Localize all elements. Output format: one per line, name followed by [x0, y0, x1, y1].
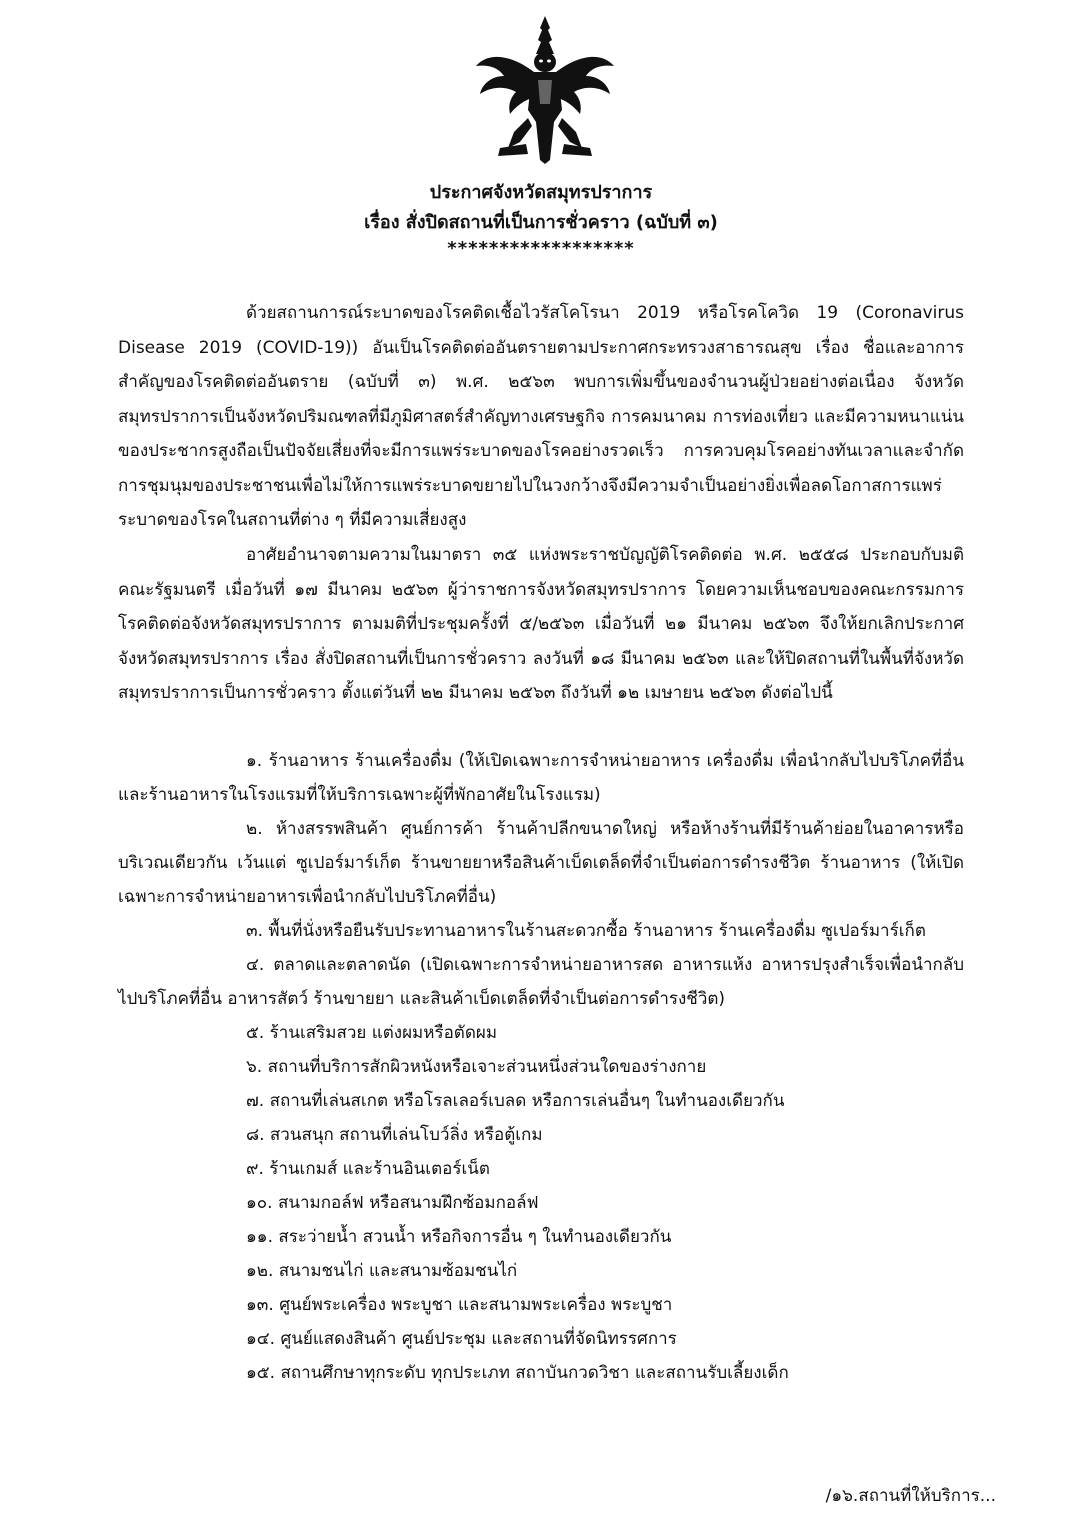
- list-item: ๖. สถานที่บริการสักผิวหนังหรือเจาะส่วนหนึ่งส่วนใดของร่างกาย: [246, 1057, 707, 1077]
- separator: ******************: [447, 238, 635, 259]
- list-item: ๑๓. ศูนย์พระเครื่อง พระบูชา และสนามพระเครื่อง พระบูชา: [246, 1295, 673, 1315]
- list-item: ๓. พื้นที่นั่งหรือยืนรับประทานอาหารในร้านสะดวกซื้อ ร้านอาหาร ร้านเครื่องดื่ม ซูเปอร์มาร์เก็ต: [246, 921, 926, 941]
- paragraph-context: ด้วยสถานการณ์ระบาดของโรคติดเชื้อไวรัสโคโรนา 2019 หรือโรคโควิด 19 (Coronavirus Disease 2019 (COVID-19)) อันเป็นโรคติดต่ออันตรายตามประกาศกระทรวงสาธารณสุข เรื่อง ชื่อและอาการสำคัญของโรคติดต่ออันตราย (ฉบับที่ ๓) พ.ศ. ๒๕๖๓ พบการเพิ่มขึ้นของจำนวนผู้ป่วยอย่างต่อเนื่อง จังหวัดสมุทรปราการเป็นจังหวัดปริมณฑลที่มีภูมิศาสตร์สำคัญทางเศรษฐกิจ การคมนาคม การท่องเที่ยว และมีความหนาแน่นของประชากรสูงถือเป็นปัจจัยเสี่ยงที่จะมีการแพร่ระบาดของโรคอย่างรวดเร็ว การควบคุมโรคอย่างทันเวลาและจำกัดการชุมนุมของประชาชนเพื่อไม่ให้การแพร่ระบาดขยายไปในวงกว้างจึงมีความจำเป็นอย่างยิ่งเพื่อลดโอกาสการแพร่ระบาดของโรคในสถานที่ต่าง ๆ ที่มีความเสี่ยงสูง: [118, 303, 964, 530]
- subject-line: เรื่อง สั่งปิดสถานที่เป็นการชั่วคราว (ฉบับที่ ๓): [364, 212, 718, 233]
- list-item: ๑. ร้านอาหาร ร้านเครื่องดื่ม (ให้เปิดเฉพาะการจำหน่ายอาหาร เครื่องดื่ม เพื่อนำกลับไปบริโภคที่อื่น และร้านอาหารในโรงแรมที่ให้บริการเฉพาะผู้ที่พักอาศัยในโรงแรม): [118, 751, 964, 805]
- title-block: [0, 178, 1082, 260]
- page-title: ประกาศจังหวัดสมุทรปราการ: [429, 182, 653, 203]
- list-item: ๙. ร้านเกมส์ และร้านอินเตอร์เน็ต: [246, 1159, 490, 1179]
- list-item: ๗. สถานที่เล่นสเกต หรือโรลเลอร์เบลด หรือการเล่นอื่นๆ ในทำนองเดียวกัน: [246, 1091, 785, 1111]
- garuda-emblem-icon: [470, 14, 620, 164]
- list-item: ๑๒. สนามชนไก่ และสนามซ้อมชนไก่: [246, 1261, 518, 1281]
- list-item: ๑๐. สนามกอล์ฟ หรือสนามฝึกซ้อมกอล์ฟ: [246, 1193, 539, 1213]
- list-item: ๑๑. สระว่ายน้ำ สวนน้ำ หรือกิจการอื่น ๆ ในทำนองเดียวกัน: [246, 1227, 672, 1247]
- continuation-note: /๑๖.สถานที่ให้บริการ...: [825, 1486, 996, 1506]
- list-item: ๘. สวนสนุก สถานที่เล่นโบว์ลิ่ง หรือตู้เกม: [246, 1125, 543, 1145]
- list-item: ๒. ห้างสรรพสินค้า ศูนย์การค้า ร้านค้าปลีกขนาดใหญ่ หรือห้างร้านที่มีร้านค้าย่อยในอาคารหรือบริเวณเดียวกัน เว้นแต่ ซูเปอร์มาร์เก็ต ร้านขายยาหรือสินค้าเบ็ดเตล็ดที่จำเป็นต่อการดำรงชีวิต ร้านอาหาร (ให้เปิดเฉพาะการจำหน่ายอาหารเพื่อนำกลับไปบริโภคที่อื่น): [118, 819, 964, 907]
- list-item: ๕. ร้านเสริมสวย แต่งผมหรือตัดผม: [246, 1023, 498, 1043]
- paragraph-authority: อาศัยอำนาจตามความในมาตรา ๓๕ แห่งพระราชบัญญัติโรคติดต่อ พ.ศ. ๒๕๕๘ ประกอบกับมติคณะรัฐมนตรี เมื่อวันที่ ๑๗ มีนาคม ๒๕๖๓ ผู้ว่าราชการจังหวัดสมุทรปราการ โดยความเห็นชอบของคณะกรรมการโรคติดต่อจังหวัดสมุทรปราการ ตามมติที่ประชุมครั้งที่ ๕/๒๕๖๓ เมื่อวันที่ ๒๑ มีนาคม ๒๕๖๓ จึงให้ยกเลิกประกาศจังหวัดสมุทรปราการ เรื่อง สั่งปิดสถานที่เป็นการชั่วคราว ลงวันที่ ๑๘ มีนาคม ๒๕๖๓ และให้ปิดสถานที่ในพื้นที่จังหวัดสมุทรปราการเป็นการชั่วคราว ตั้งแต่วันที่ ๒๒ มีนาคม ๒๕๖๓ ถึงวันที่ ๑๒ เมษายน ๒๕๖๓ ดังต่อไปนี้: [118, 545, 964, 703]
- list-item: ๑๔. ศูนย์แสดงสินค้า ศูนย์ประชุม และสถานที่จัดนิทรรศการ: [246, 1329, 677, 1349]
- list-item: ๔. ตลาดและตลาดนัด (เปิดเฉพาะการจำหน่ายอาหารสด อาหารแห้ง อาหารปรุงสำเร็จเพื่อนำกลับไปบริโภคที่อื่น อาหารสัตว์ ร้านขายยา และสินค้าเบ็ดเตล็ดที่จำเป็นต่อการดำรงชีวิต): [118, 955, 964, 1009]
- list-item: ๑๕. สถานศึกษาทุกระดับ ทุกประเภท สถาบันกวดวิชา และสถานรับเลี้ยงเด็ก: [246, 1363, 789, 1383]
